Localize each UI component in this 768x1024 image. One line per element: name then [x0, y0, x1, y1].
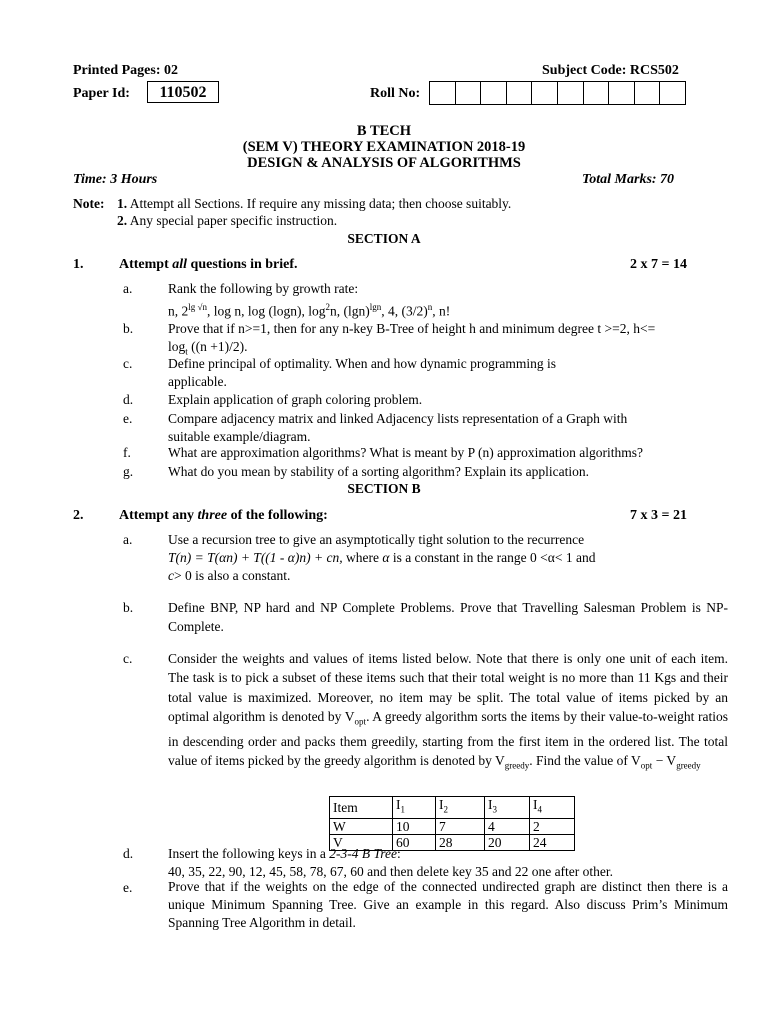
question-1-instruction: Attempt all questions in brief. — [119, 257, 298, 272]
paper-id-label: Paper Id: — [73, 86, 130, 101]
table-cell: 20 — [485, 834, 530, 850]
item-label: a. — [123, 281, 133, 296]
table-cell: 4 — [485, 818, 530, 834]
table-cell: $I_2$ — [436, 797, 485, 819]
total-marks: Total Marks: 70 — [582, 172, 675, 187]
table-cell: 28 — [436, 834, 485, 850]
item-label: f. — [123, 445, 131, 460]
table-cell: Item — [330, 797, 393, 819]
question-2e: Prove that if the weights on the edge of the connected undirected graph are distinct then there is a unique Minimum Spanning Tree. Give an example in this regard. Also discuss Prim’s Minimum Spanning Tree Algorithm in detail. — [168, 879, 728, 930]
question-1-number: 1. — [73, 257, 84, 272]
note-label: Note: — [73, 196, 105, 211]
section-b-heading: SECTION B — [347, 481, 421, 496]
table-row — [330, 818, 575, 834]
item-label: a. — [123, 532, 133, 547]
roll-number-cell — [557, 81, 584, 105]
item-label: d. — [123, 392, 134, 407]
roll-number-cell — [531, 81, 558, 105]
question-1d: Explain application of graph coloring problem. — [168, 392, 423, 407]
item-label: b. — [123, 600, 134, 615]
roll-number-cell — [506, 81, 533, 105]
roll-no-label: Roll No: — [370, 86, 421, 101]
item-label: e. — [123, 880, 133, 895]
item-label: b. — [123, 321, 134, 336]
item-label: c. — [123, 651, 133, 666]
printed-pages: Printed Pages: 02 — [73, 63, 178, 78]
question-1-marks: 2 x 7 = 14 — [630, 257, 687, 272]
question-2-number: 2. — [73, 508, 84, 523]
exam-title: (SEM V) THEORY EXAMINATION 2018-19 — [242, 139, 526, 155]
roll-number-cell — [608, 81, 635, 105]
question-2a: Use a recursion tree to give an asymptotically tight solution to the recurrence T(n) = T(αn) + T((1 - α)n) + cn, where α is a constant in the range 0 <α< 1 and c> 0 is also a constant. — [168, 532, 596, 583]
question-2-marks: 7 x 3 = 21 — [630, 508, 687, 523]
question-2-instruction: Attempt any three of the following: — [119, 508, 328, 523]
table-cell: $I_3$ — [485, 797, 530, 819]
roll-number-cell — [429, 81, 456, 105]
question-1e: Compare adjacency matrix and linked Adjacency lists representation of a Graph with suitable example/diagram. — [168, 411, 628, 444]
item-label: g. — [123, 464, 134, 479]
question-2b: Define BNP, NP hard and NP Complete Problems. Prove that Travelling Salesman Problem is NP-Complete. — [168, 600, 728, 634]
roll-number-cell — [455, 81, 482, 105]
roll-number-cell — [480, 81, 507, 105]
roll-number-cell — [659, 81, 686, 105]
table-cell: 24 — [530, 834, 575, 850]
item-label: c. — [123, 356, 133, 371]
question-1f: What are approximation algorithms? What is meant by P (n) approximation algorithms? — [168, 445, 644, 460]
question-2d: Insert the following keys in a 2-3-4 B Tree: 40, 35, 22, 90, 12, 45, 58, 78, 67, 60 and then delete key 35 and 22 one after other. — [168, 846, 614, 879]
roll-number-cell — [583, 81, 610, 105]
note-item-2: 2. Any special paper specific instruction. — [117, 213, 338, 228]
table-cell: $I_1$ — [393, 797, 436, 819]
table-cell: 10 — [393, 818, 436, 834]
table-cell: W — [330, 818, 393, 834]
knapsack-items-table — [329, 796, 575, 851]
subject-code: Subject Code: RCS502 — [542, 63, 679, 78]
table-cell: $I_4$ — [530, 797, 575, 819]
paper-id-value: 110502 — [147, 81, 219, 103]
question-1g: What do you mean by stability of a sorting algorithm? Explain its application. — [168, 464, 590, 479]
course-title: B TECH — [356, 123, 412, 139]
item-label: e. — [123, 411, 133, 426]
table-header-row — [330, 797, 575, 819]
roll-number-cell — [634, 81, 661, 105]
roll-number-grid — [430, 81, 686, 105]
section-a-heading: SECTION A — [347, 231, 421, 246]
question-2c: Consider the weights and values of items listed below. Note that there is only one unit of each item. The task is to pick a subset of these items such that their total weight is no more than 11 Kgs and their total value is maximized. Moreover, no item may be split. The total value of items picked by an optimal algorithm is denoted by $V_{opt}$. A greedy algorithm sorts the items by their value-to-weight ratios in descending order and packs them greedily, starting from the first item in the ordered list. The total value of items picked by the greedy algorithm is denoted by $V_{greedy}$. Find the value of $V_{opt} - V_{greedy}$ — [168, 651, 728, 771]
item-label: d. — [123, 846, 134, 861]
question-1a: Rank the following by growth rate: n, $2^{lg √n}$, log n, log (logn), $\log^2n$, $(\lg n)^{lgn}$, 4, $(3/2)^n$, n! — [168, 281, 451, 319]
question-1b: Prove that if n>=1, then for any n-key B-Tree of height h and minimum degree t >=2, h<= $\log_t ((n +1)/2)$. — [168, 321, 656, 357]
question-1c: Define principal of optimality. When and how dynamic programming is applicable. — [168, 356, 557, 389]
subject-title: DESIGN & ANALYSIS OF ALGORITHMS — [247, 155, 521, 171]
note-item-1: 1. Attempt all Sections. If require any missing data; then choose suitably. — [117, 196, 512, 211]
table-cell: 2 — [530, 818, 575, 834]
table-cell: V — [330, 834, 393, 850]
table-cell: 7 — [436, 818, 485, 834]
table-cell: 60 — [393, 834, 436, 850]
time-allowed: Time: 3 Hours — [73, 172, 158, 187]
